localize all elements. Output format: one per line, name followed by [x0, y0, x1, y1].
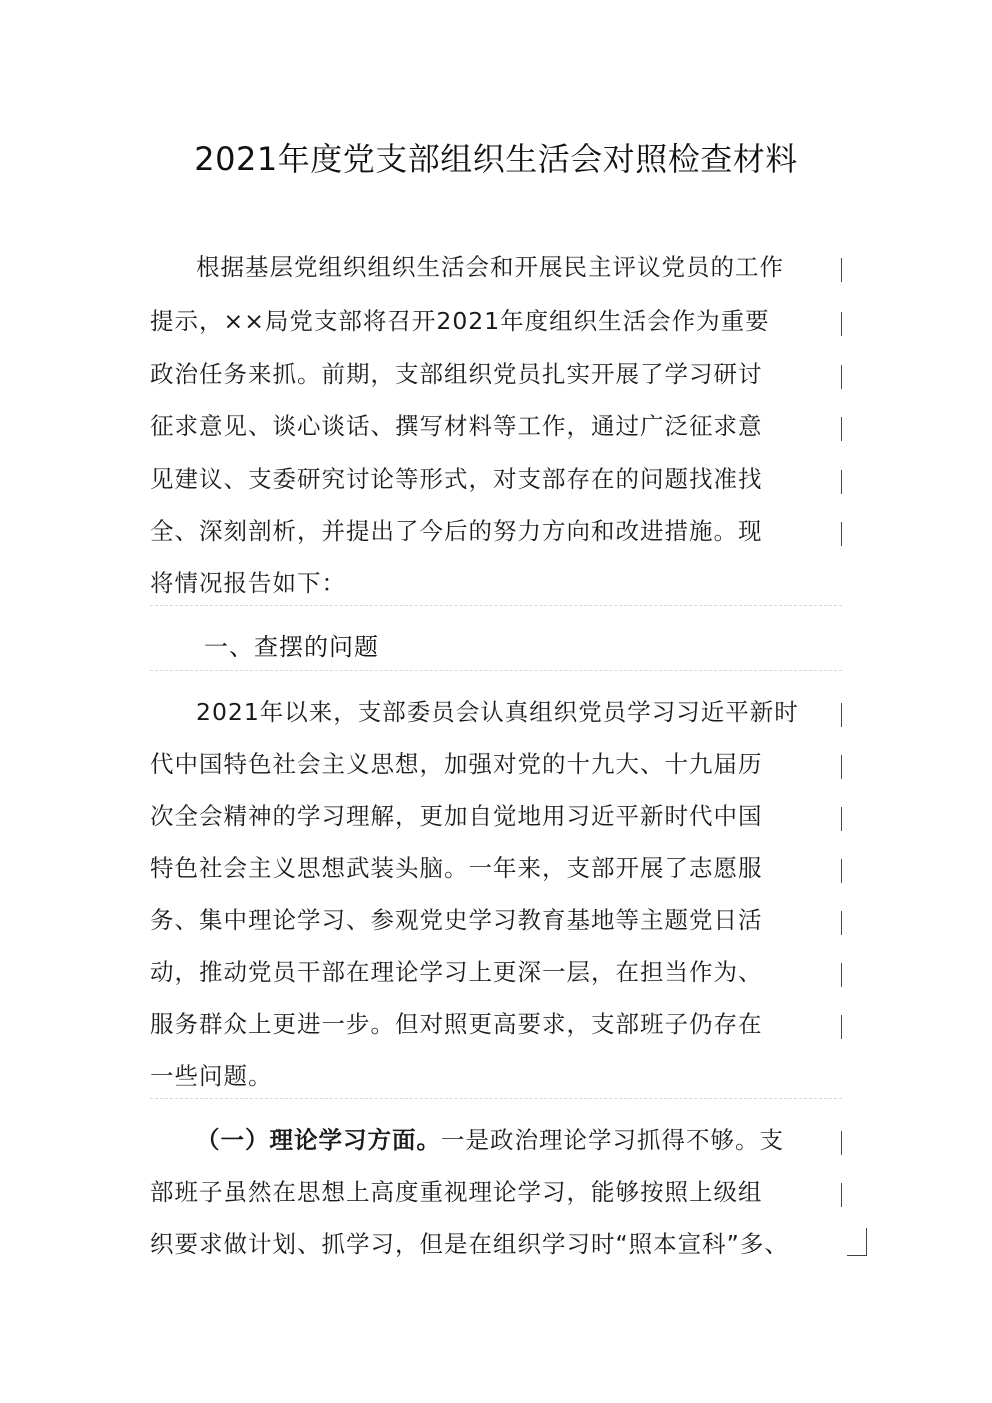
text-cursor-mark [841, 807, 842, 831]
intro-line-4: 征求意见、谈心谈话、撰写材料等工作，通过广泛征求意 [150, 412, 763, 440]
section-heading: 一、查摆的问题 [204, 633, 379, 661]
text-cursor-mark [841, 417, 842, 441]
paragraph-separator [150, 670, 842, 671]
section1-line-5: 务、集中理论学习、参观党史学习教育基地等主题党日活 [150, 906, 763, 934]
section1-line-7: 服务群众上更进一步。但对照更高要求，支部班子仍存在 [150, 1010, 763, 1038]
text-cursor-mark [841, 522, 842, 546]
paragraph-separator [150, 605, 842, 606]
section1-line-1: 2021年以来，支部委员会认真组织党员学习习近平新时 [196, 698, 799, 726]
section1-line-6: 动，推动党员干部在理论学习上更深一层，在担当作为、 [150, 958, 763, 986]
text-cursor-mark [841, 1183, 842, 1207]
intro-line-2: 提示，××局党支部将召开2021年度组织生活会作为重要 [150, 307, 770, 335]
intro-line-3: 政治任务来抓。前期，支部组织党员扎实开展了学习研讨 [150, 360, 763, 388]
text-cursor-mark [841, 1015, 842, 1039]
section1-line-2: 代中国特色社会主义思想，加强对党的十九大、十九届历 [150, 750, 763, 778]
text-cursor-mark [841, 911, 842, 935]
subsection1-line-2: 部班子虽然在思想上高度重视理论学习，能够按照上级组 [150, 1178, 763, 1206]
section1-line-3: 次全会精神的学习理解，更加自觉地用习近平新时代中国 [150, 802, 763, 830]
text-cursor-mark [841, 312, 842, 336]
text-cursor-mark [841, 365, 842, 389]
paragraph-separator [150, 1098, 842, 1099]
text-cursor-mark [841, 755, 842, 779]
text-cursor-mark [841, 1131, 842, 1155]
text-cursor-mark [841, 258, 842, 282]
subsection1-lead: （一）理论学习方面。 [196, 1126, 441, 1154]
intro-line-5: 见建议、支委研究讨论等形式，对支部存在的问题找准找 [150, 465, 763, 493]
subsection1-line-1-text: 一是政治理论学习抓得不够。支 [441, 1126, 784, 1154]
text-cursor-mark [841, 703, 842, 727]
subsection1-line-3: 织要求做计划、抓学习，但是在组织学习时“照本宣科”多、 [150, 1230, 789, 1258]
text-cursor-mark [841, 859, 842, 883]
text-cursor-mark [841, 963, 842, 987]
subsection1-line-1 [196, 1124, 856, 1156]
text-cursor-mark [866, 1228, 867, 1256]
intro-line-7: 将情况报告如下： [150, 569, 346, 597]
section1-line-4: 特色社会主义思想武装头脑。一年来，支部开展了志愿服 [150, 854, 763, 882]
text-cursor-mark [841, 470, 842, 494]
intro-line-6: 全、深刻剖析，并提出了今后的努力方向和改进措施。现 [150, 517, 763, 545]
corner-mark [847, 1255, 867, 1256]
document-title: 2021年度党支部组织生活会对照检查材料 [194, 140, 798, 178]
section1-line-8: 一些问题。 [150, 1062, 273, 1090]
intro-line-1: 根据基层党组织组织生活会和开展民主评议党员的工作 [196, 253, 784, 281]
